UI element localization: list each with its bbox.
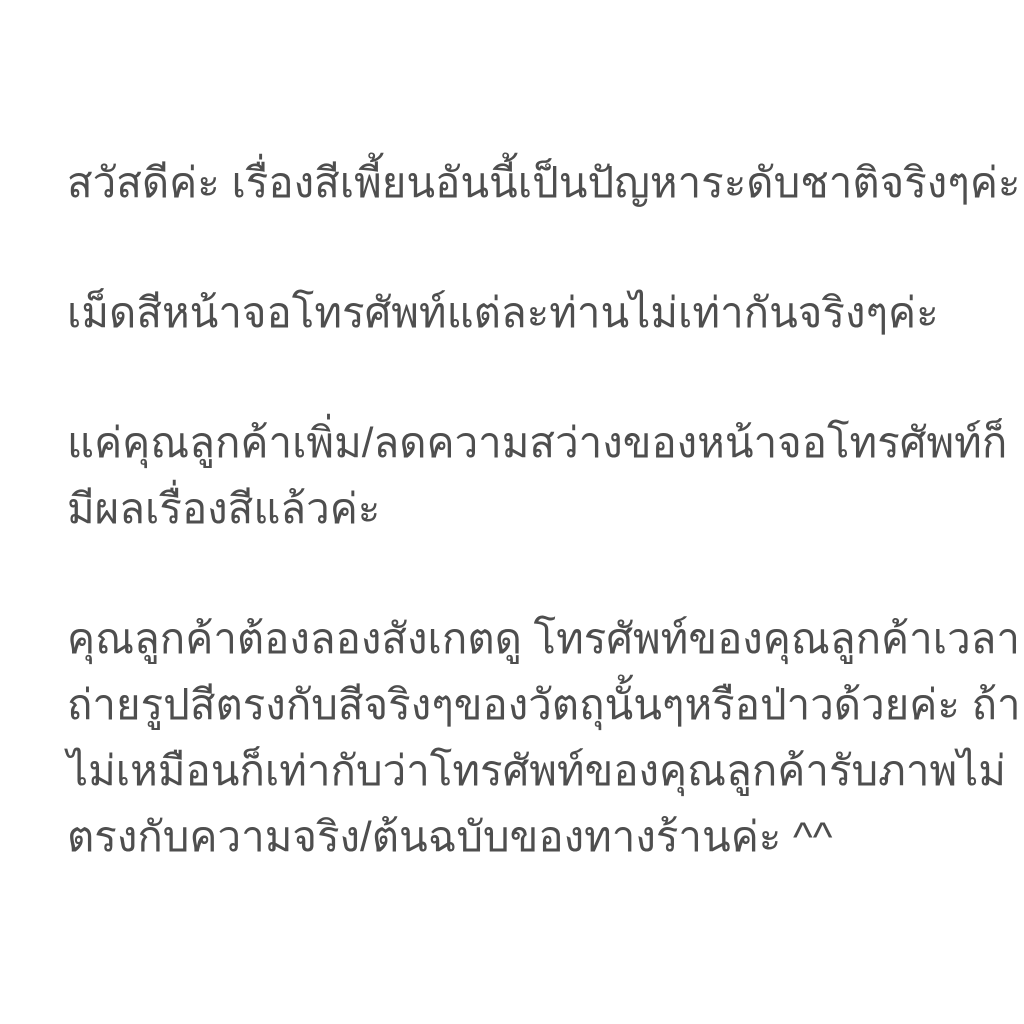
text-line: ตรงกับความจริง/ต้นฉบับของทางร้านค่ะ ^^ [67, 813, 833, 860]
paragraph-greeting [67, 150, 1021, 216]
color-deviation-note [67, 150, 1021, 870]
paragraph-brightness [67, 410, 1008, 542]
text-line: เม็ดสีหน้าจอโทรศัพท์แต่ละท่านไม่เท่ากันจริงๆค่ะ [67, 289, 939, 336]
paragraph-advice [67, 606, 1021, 870]
paragraph-screen-pixels [67, 280, 984, 346]
text-line: คุณลูกค้าต้องลองสังเกตดู โทรศัพท์ของคุณลูกค้าเวลา [67, 615, 1020, 662]
text-line: ไม่เหมือนก็เท่ากับว่าโทรศัพท์ของคุณลูกค้ารับภาพไม่ [67, 747, 1006, 794]
text-line: มีผลเรื่องสีแล้วค่ะ [67, 485, 381, 532]
text-line: ถ่ายรูปสีตรงกับสีจริงๆของวัตถุนั้นๆหรือป่าวด้วยค่ะ ถ้า [67, 681, 1021, 728]
text-line: แค่คุณลูกค้าเพิ่ม/ลดความสว่างของหน้าจอโทรศัพท์ก็ [67, 419, 1008, 466]
text-line: สวัสดีค่ะ เรื่องสีเพี้ยนอันนี้เป็นปัญหาระดับชาติจริงๆค่ะ [67, 159, 1021, 206]
